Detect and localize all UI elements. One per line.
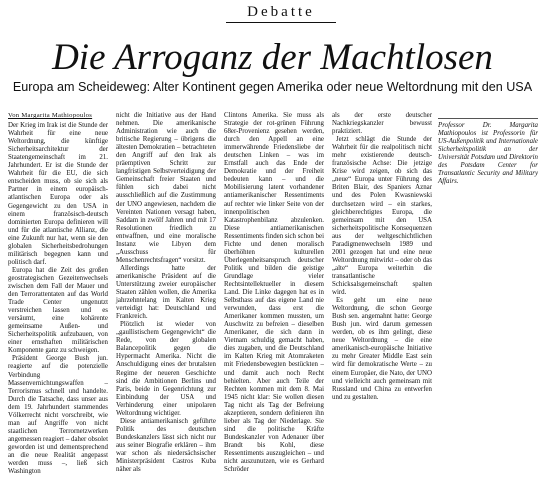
paragraph: Allerdings hatte der amerikanische Präsident auf die Unterstützung zweier europäischer Staaten zählen wollen, die Amerika jahrzehntelang im Kalten Krieg verteidigt hat: Deutschland und Frankreich. bbox=[116, 264, 216, 321]
headline: Die Arroganz der Machtlosen bbox=[52, 37, 493, 78]
article-column-4 bbox=[332, 112, 432, 402]
paragraph: Europa hat die Zeit des großen geostrategischen Gezeitenwechsels zwischen dem Fall der Mauer und den Terrorattentaten auf das World Trade Center ungenutzt verstreichen lassen und es versäumt, eine kohärente gemeinsame Außen- und Sicherheitspolitik aufzubauen, von einer ernsthaften militärischen Komponente ganz zu schweigen. bbox=[8, 266, 108, 355]
subheadline: Europa am Scheideweg: Alter Kontinent gegen Amerika oder neue Weltordnung mit den USA bbox=[12, 80, 533, 94]
paragraph: nicht die Initiative aus der Hand nehmen. Die amerikanische Administration wie auch die britische Regierung – übrigens die ältesten Demokratien – betrachteten den Angriff auf den Irak als präemptiven Schritt zur langfristigen Selbstverteidigung der Gemeinschaft freier Staaten und fühlen sich dabei nicht ausschließlich auf die Zustimmung der UNO angewiesen, nachdem die Vereinten Nationen versagt haben, Saddam in zwölf Jahren und mit 17 Resolutionen friedlich zu entwaffnen, und eine moralische Instanz wie Libyen dem „Ausschuss für Menschenrechtsfragen“ vorsitzt. bbox=[116, 112, 216, 264]
article-column-5 bbox=[438, 112, 538, 186]
rubric bbox=[226, 4, 336, 23]
paragraph: als der erste deutscher Nachkriegskanzler bewusst praktiziert. bbox=[332, 112, 432, 136]
rubric-label: Debatte bbox=[247, 4, 315, 20]
article-column-2 bbox=[116, 112, 216, 474]
article-column-3 bbox=[224, 112, 324, 474]
paragraph: Präsident George Bush jun. reagierte auf die potenzielle Verbindung Massenvernichtungswaffen – Terrorismus schnell und handelte. Durch die Tatsache, dass unser aus dem 19. Jahrhundert stammendes Völkerrecht nicht vorschreibt, wie man auf Angriffe von nicht staatlichen Terrornetzwerken angemessen reagiert – daher obsolet geworden ist und dementsprechend an die neue Realität angepasst werden muss –, ließ sich Washington bbox=[8, 355, 108, 476]
paragraph: Plötzlich ist wieder von „gaullistischem Gegengewicht“ die Rede, von der globalen Balancepolitik gegen die Hypermacht Amerika. Nicht die Anschuldigung eines der brutalsten Regime der neueren Geschichte sind die Ambitionen Berlins und Paris, beide in Gegenrichtung zur Einbindung der USA und Verhinderung einer unipolaren Weltordnung wichtiger. bbox=[116, 321, 216, 417]
paragraph: Diese antiamerikanisch geführte Politik des deutschen Bundeskanzlers lässt sich nicht nur aus seiner Biografie erklären – ihm war schon als niedersächsischer Ministerpräsident Castros Kuba näher als bbox=[116, 417, 216, 474]
rubric-underline bbox=[226, 22, 336, 23]
author-bio: Professor Dr. Margarita Mathiopoulos ist Professorin für US-Außenpolitik und Internationale Sicherheitspolitik an der Universität Potsdam und Direktorin des Potsdam Center for Transatlantic Security and Military Affairs. bbox=[438, 118, 538, 186]
paragraph: Jetzt schlägt die Stunde der Wahrheit für die realpolitisch nicht mehr existierende deutsch-französische Achse: Die jetzige Krise wird zeigen, ob sich das „neue“ Europa unter Führung des Briten Blair, des Spaniers Aznar und des Polen Kwasniewski durchsetzen wird – ein starkes, gleichberechtigtes Europa, die gemeinsam mit den USA sicherheitspolitische Konsequenzen aus der weltgeschichtlichen Paradigmenwechseln 1989 und 2001 gezogen hat und eine neue Weltordnung mitwirkt – oder ob das „alte“ Europa weiterhin die transatlantische Schicksalsgemeinschaft spalten wird. bbox=[332, 136, 432, 297]
article-column-1 bbox=[8, 112, 108, 476]
paragraph: Der Krieg im Irak ist die Stunde der Wahrheit für eine neue Weltordnung, die künftige Sicherheitsarchitektur der Staatengemeinschaft im 21. Jahrhundert. Er ist die Stunde der Wahrheit für die EU, die sich entscheiden muss, ob sie sich als Partner in einem europäisch-atlantischen Europa oder als Gegengewicht zu den USA in einem französisch-deutsch dominierten Europa definieren will und für die atlantische Allianz, die eine Zukunft nur hat, wenn sie den globalen Sicherheitsbedrohungen militärisch begegnen kann und politisch darf. bbox=[8, 122, 108, 266]
paragraph: Es geht um eine neue Weltordnung, die schon George Bush sen. angemahnt hatte: George Bush jun. wird darum gemessen werden, ob es ihm gelingt, diese neue Weltordnung – die eine amerikanisch-europäische Initiative zu mehr Greater Middle East sein wird für demokratische Werte – zu einem Europäer, die Nato, der UNO und vielleicht auch gemeinsam mit Russland und China zu entwerfen und zu gestalten. bbox=[332, 297, 432, 401]
byline: Von Margarita Mathiopoulos bbox=[8, 112, 93, 119]
paragraph: Clintons Amerika. Sie muss als Strategie der rot-grünen Führung 68er-Provenienz gesehen werden, durch den Appell an eine immerwährende Friedensliebe der deutschen Linken – was im Ernstfall auch das Ende der Demokratie und der Freiheit bedeuten kann – und die Mobilisierung latent vorhandener antiamerikanischer Ressentiments auf rechter wie linker Seite von der innenpolitischen Katastrophenbilanz abzulenken. Diese antiamerikanischen Ressentiments finden sich schon bei Fichte und denen moralisch überhöhten kulturellen Überlegenheitsanspruch deutscher Politik und bilden die geistige Grundlage vieler Rechtsintellektueller in diesem Land. Die Linke dagegen hat es in Selbsthass auf das eigene Land nie verwunden, dass erst die Amerikaner kommen mussten, um Auschwitz zu befreien – dieselben Amerikaner, die sich dann in Vietnam schuldig gemacht haben, dies zugaben, und die Deutschland im Kalten Krieg mit Atomraketen mit Friedensbewegten bestückten – und damit auch noch Recht behielten. Aber auch Teile der Rechten kommen mit dem 8. Mai 1945 nicht klar: Sie wollen diesen Tag nicht als Tag der Befreiung akzeptieren, sondern definieren ihn lieber als Tag der Niederlage. Sie sind die politische Kräfte Bundeskanzler von Adenauer über Brandt bis Kohl, diese Ressentiments auszugleichen – und nicht auszunutzen, wie es Gerhard Schröder bbox=[224, 112, 324, 474]
